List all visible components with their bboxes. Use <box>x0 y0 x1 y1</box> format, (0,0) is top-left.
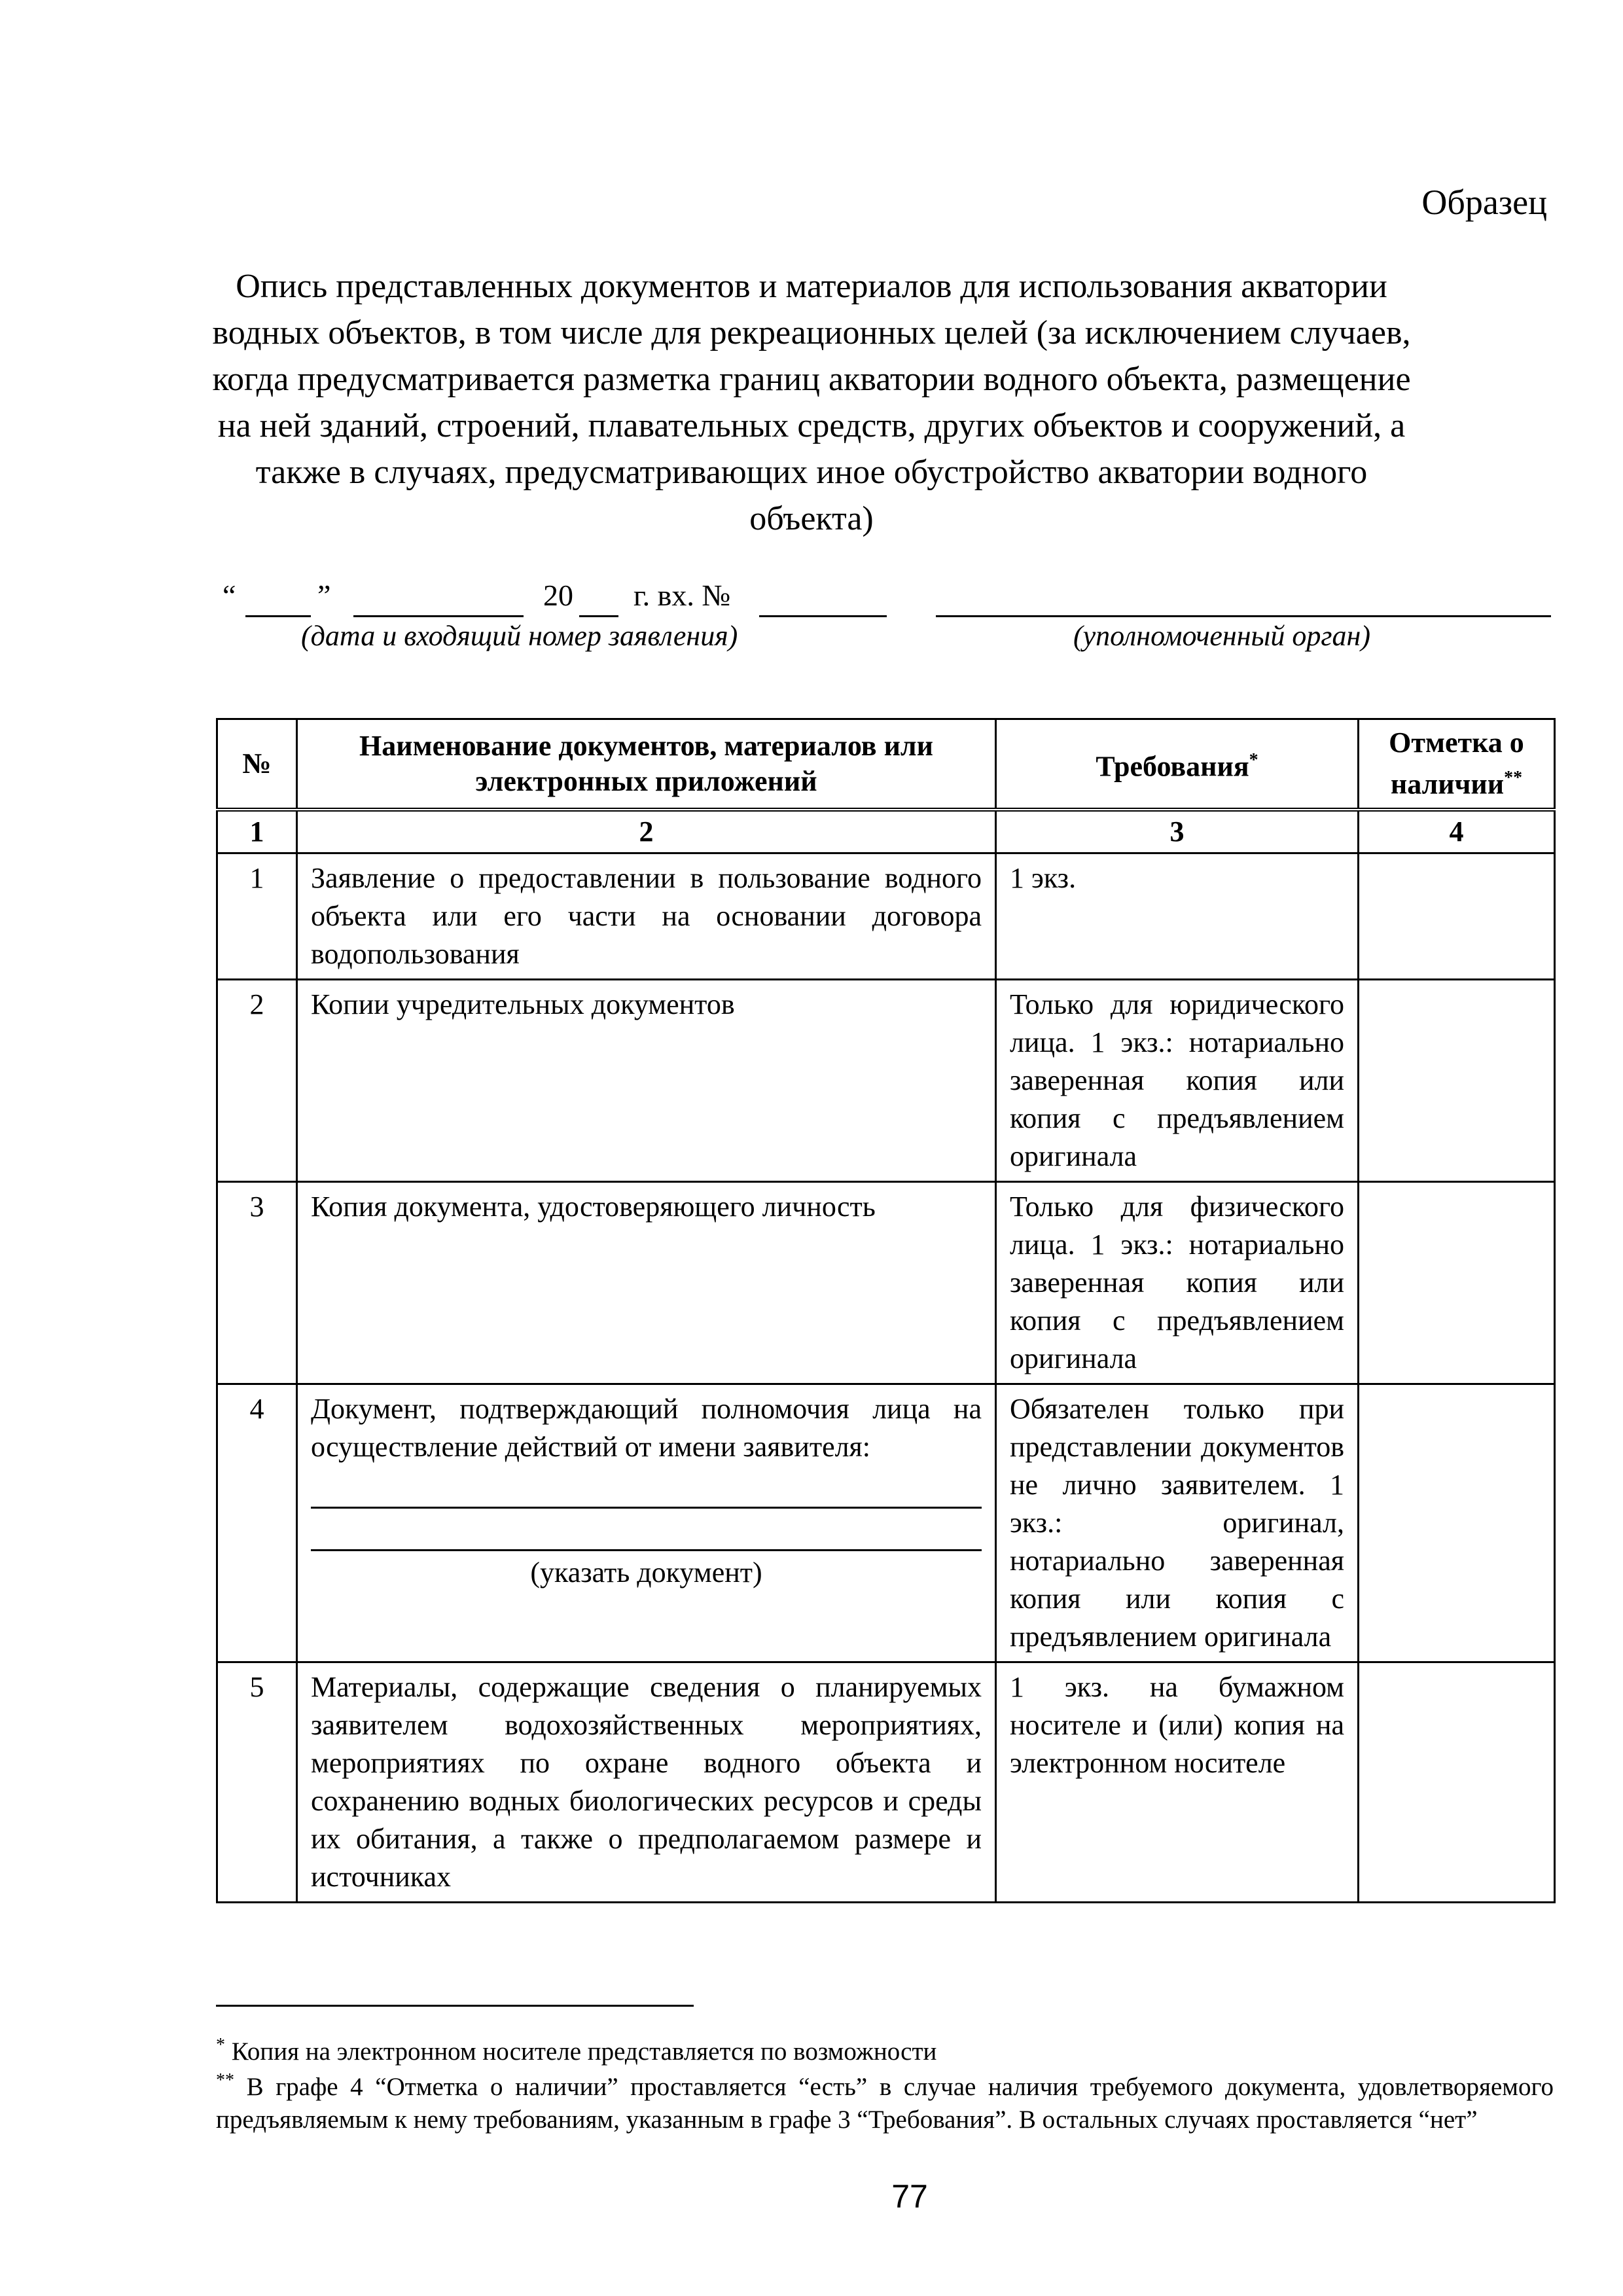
month-blank <box>353 615 524 617</box>
footnote-ref-1: * <box>1249 750 1258 770</box>
row-name: Копия документа, удостоверяющего личность <box>297 1181 996 1384</box>
table-row <box>217 1662 1555 1902</box>
footnote-mark: * <box>216 2035 225 2055</box>
row-name: Материалы, содержащие сведения о планируемых заявителем водохозяйственных мероприятиях, мероприятиях по охране водного объекта и сохранению водных биологических ресурсов и среды их обитания, а также о предполагаемом размере и источниках <box>297 1662 996 1902</box>
row-mark-cell <box>1359 1662 1555 1902</box>
row-name-cell <box>297 1384 996 1662</box>
footnote-text: В графе 4 “Отметка о наличии” проставляется “есть” в случае наличия требуемого документа, удовлетворяемого предъявляемым к нему требованиям, указанным в графе 3 “Требования”. В остальных случаях проставляется “нет” <box>216 2073 1554 2134</box>
row-requirements: Обязателен только при представлении документов не лично заявителем. 1 экз.: оригинал, нотариально заверенная копия или копия с предъявлением оригинала <box>996 1384 1359 1662</box>
document-title: Опись представленных документов и материалов для использования акватории водных объектов, в том числе для рекреационных целей (за исключением случаев, когда предусматривается разметка границ акватории водного объекта, размещение на ней зданий, строений, плавательных средств, других объектов и сооружений, а также в случаях, предусматривающих иное обустройство акватории водного объекта) <box>212 268 1411 537</box>
row-num: 2 <box>217 979 297 1181</box>
header-name: Наименование документов, материалов или электронных приложений <box>297 719 996 810</box>
row-requirements: 1 экз. <box>996 853 1359 979</box>
row-name: Документ, подтверждающий полномочия лица на осуществление действий от имени заявителя: <box>311 1392 982 1463</box>
incoming-number-blank <box>759 615 887 617</box>
row-requirements: Только для юридического лица. 1 экз.: нотариально заверенная копия или копия с предъявлением оригинала <box>996 979 1359 1181</box>
row-name: Копии учредительных документов <box>297 979 996 1181</box>
row-requirements: 1 экз. на бумажном носителе и (или) копия на электронном носителе <box>996 1662 1359 1902</box>
fill-in-line <box>311 1511 982 1551</box>
table-row <box>217 853 1555 979</box>
day-blank <box>245 615 311 617</box>
row-name-hint: (указать документ) <box>530 1556 762 1588</box>
row-requirements: Только для физического лица. 1 экз.: нотариально заверенная копия или копия с предъявлением оригинала <box>996 1181 1359 1384</box>
footnote-divider <box>216 2005 694 2007</box>
year-blank <box>579 615 618 617</box>
row-mark-cell <box>1359 853 1555 979</box>
year-prefix: 20 <box>543 579 573 612</box>
footnote-mark: ** <box>216 2070 234 2090</box>
col-number: 3 <box>996 810 1359 853</box>
col-number: 1 <box>217 810 297 853</box>
footnote-2 <box>216 2064 1554 2136</box>
table-row <box>217 1181 1555 1384</box>
row-num: 1 <box>217 853 297 979</box>
page-number: 77 <box>891 2178 928 2215</box>
header-requirements <box>996 719 1359 810</box>
header-requirements-label: Требования <box>1096 750 1249 783</box>
table-row <box>217 979 1555 1181</box>
row-name: Заявление о предоставлении в пользование водного объекта или его части на основании договора водопользования <box>297 853 996 979</box>
footnote-1 <box>216 2029 1554 2068</box>
sample-label: Образец <box>1421 183 1547 222</box>
row-mark-cell <box>1359 1384 1555 1662</box>
header-num: № <box>217 719 297 810</box>
header-mark-label: Отметка о наличии <box>1389 726 1524 800</box>
incoming-number-label: г. вх. № <box>633 579 731 612</box>
row-num: 4 <box>217 1384 297 1662</box>
footnote-ref-2: ** <box>1504 768 1523 788</box>
footnote-text: Копия на электронном носителе представляется по возможности <box>231 2037 937 2066</box>
authority-blank <box>936 615 1551 617</box>
date-caption: (дата и входящий номер заявления) <box>301 620 738 652</box>
column-numbers-row <box>217 810 1555 853</box>
authority-caption: (уполномоченный орган) <box>1073 620 1370 652</box>
table-header-row <box>217 719 1555 810</box>
col-number: 4 <box>1359 810 1555 853</box>
row-mark-cell <box>1359 979 1555 1181</box>
row-num: 3 <box>217 1181 297 1384</box>
header-mark <box>1359 719 1555 810</box>
row-mark-cell <box>1359 1181 1555 1384</box>
open-quote: “ <box>223 579 236 612</box>
documents-table <box>216 718 1556 1903</box>
table-row <box>217 1384 1555 1662</box>
close-quote: ” <box>317 579 331 612</box>
fill-in-line <box>311 1469 982 1509</box>
col-number: 2 <box>297 810 996 853</box>
row-num: 5 <box>217 1662 297 1902</box>
